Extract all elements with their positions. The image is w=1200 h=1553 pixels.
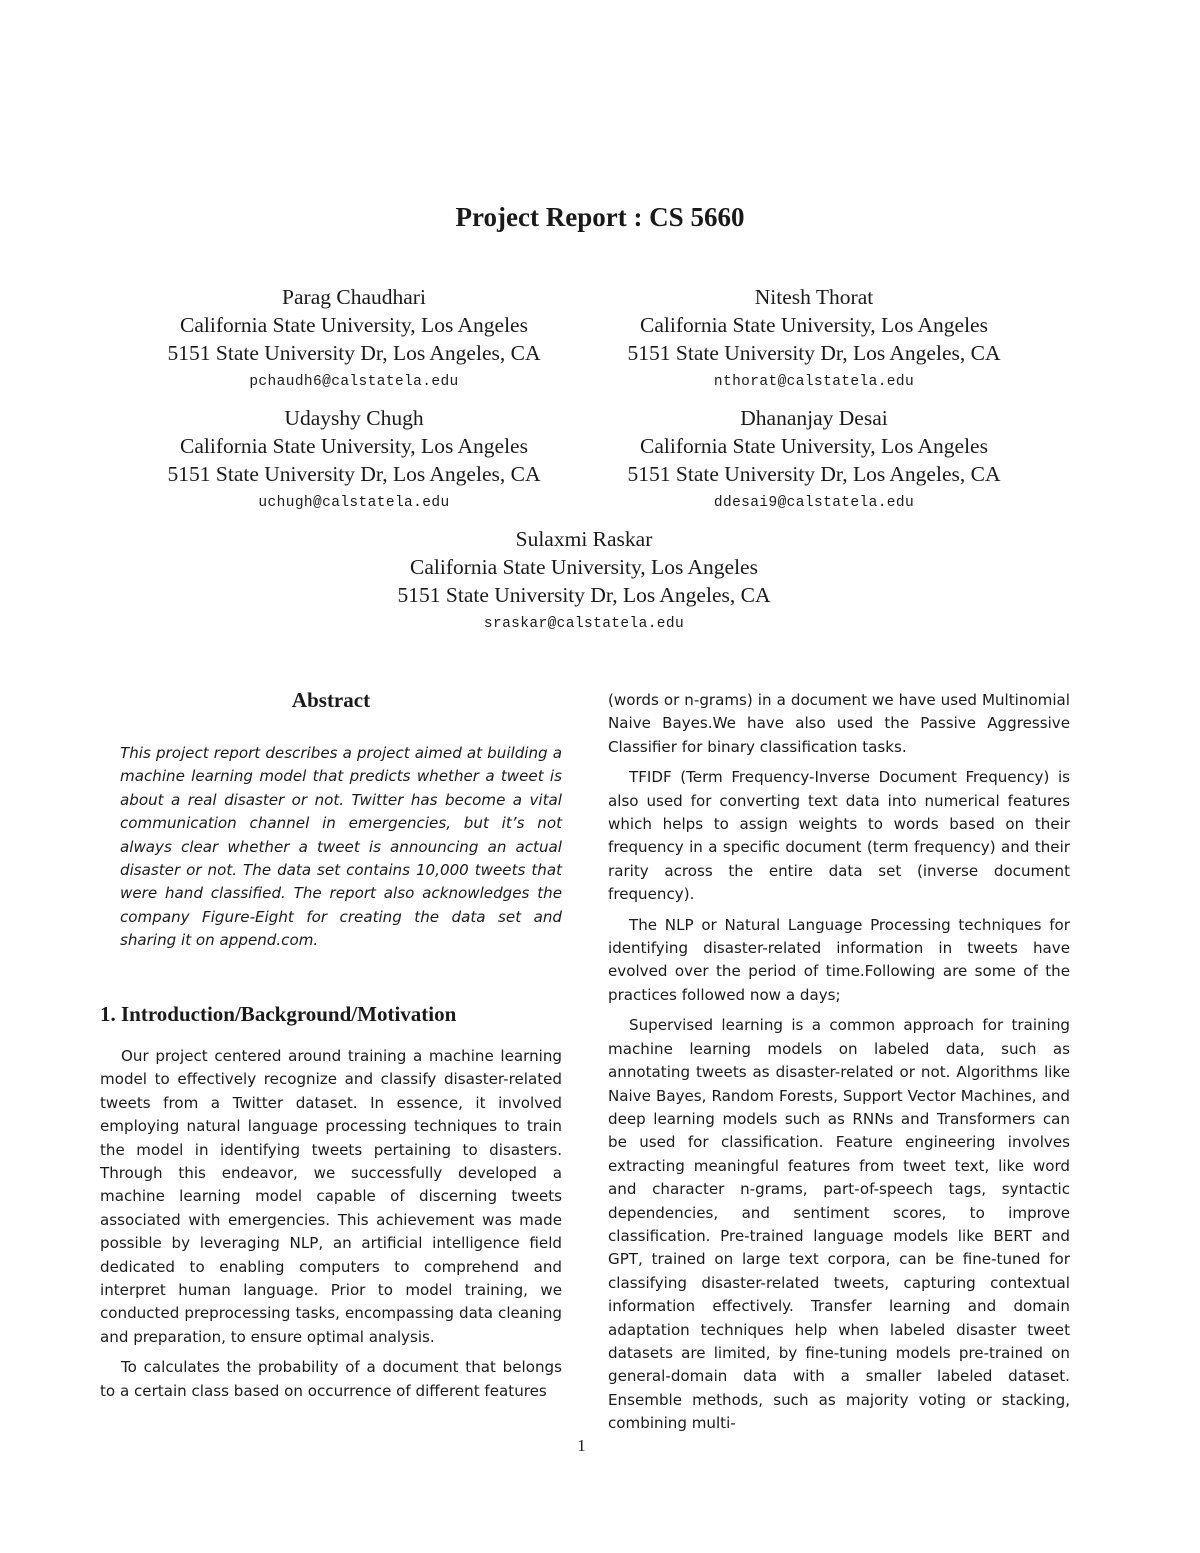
- author-email: pchaudh6@calstatela.edu: [249, 374, 459, 390]
- abstract-heading: Abstract: [291, 688, 371, 712]
- author-affiliation: California State University, Los Angeles: [640, 313, 988, 337]
- author-email: sraskar@calstatela.edu: [483, 616, 685, 632]
- body-paragraph: TFIDF (Term Frequency-Inverse Document Frequency) is also used for converting text data into numerical features which helps to assign weights to words based on their frequency in a specific document (term frequency) and their rarity across the entire data set (inverse document frequency).: [608, 768, 1070, 904]
- author-name: Parag Chaudhari: [282, 285, 426, 309]
- author-block: [564, 404, 1064, 518]
- author-address: 5151 State University Dr, Los Angeles, CA: [167, 462, 541, 486]
- author-affiliation: California State University, Los Angeles: [640, 434, 988, 458]
- author-name: Udayshy Chugh: [284, 406, 424, 430]
- author-block: [104, 283, 604, 397]
- paper-title: Project Report : CS 5660: [455, 202, 745, 232]
- author-address: 5151 State University Dr, Los Angeles, CA: [397, 583, 771, 607]
- author-email: nthorat@calstatela.edu: [713, 374, 915, 390]
- author-email: uchugh@calstatela.edu: [258, 495, 450, 511]
- author-address: 5151 State University Dr, Los Angeles, CA: [627, 462, 1001, 486]
- author-affiliation: California State University, Los Angeles: [410, 555, 758, 579]
- author-block: [104, 404, 604, 518]
- right-column: [608, 689, 1070, 1443]
- left-column: [100, 1045, 562, 1410]
- abstract-text: This project report describes a project aimed at building a machine learning model that predicts whether a tweet is about a real disaster or not. Twitter has become a vital communication channel in emergencies, but it’s not always clear whether a tweet is announcing an actual disaster or not. The data set contains 10,000 tweets that were hand classified. The report also acknowledges the company Figure-Eight for creating the data set and sharing it on append.com.: [120, 744, 562, 950]
- author-name: Nitesh Thorat: [754, 285, 874, 309]
- author-address: 5151 State University Dr, Los Angeles, CA: [167, 341, 541, 365]
- page-number: 1: [577, 1436, 586, 1455]
- author-block: [564, 283, 1064, 397]
- author-name: Dhananjay Desai: [740, 406, 888, 430]
- author-address: 5151 State University Dr, Los Angeles, CA: [627, 341, 1001, 365]
- body-paragraph: Our project centered around training a machine learning model to effectively recognize and classify disaster-related tweets from a Twitter dataset. In essence, it involved employing natural language processing techniques to train the model in identifying tweets pertaining to disasters. Through this endeavor, we successfully developed a machine learning model capable of discerning tweets associated with emergencies. This achievement was made possible by leveraging NLP, an artificial intelligence field dedicated to enabling computers to comprehend and interpret human language. Prior to model training, we conducted preprocessing tasks, encompassing data cleaning and preparation, to ensure optimal analysis.: [100, 1047, 562, 1346]
- body-paragraph: The NLP or Natural Language Processing techniques for identifying disaster-related information in tweets have evolved over the period of time.Following are some of the practices followed now a days;: [608, 915, 1070, 1004]
- author-email: ddesai9@calstatela.edu: [713, 495, 915, 511]
- body-paragraph: To calculates the probability of a document that belongs to a certain class based on occurrence of different features: [100, 1358, 562, 1400]
- section-heading: 1. Introduction/Background/Motivation: [100, 1002, 457, 1026]
- body-paragraph: (words or n-grams) in a document we have used Multinomial Naive Bayes.We have also used the Passive Aggressive Classifier for binary classification tasks.: [608, 691, 1070, 756]
- author-affiliation: California State University, Los Angeles: [180, 434, 528, 458]
- author-name: Sulaxmi Raskar: [515, 527, 653, 551]
- author-block: [334, 525, 834, 639]
- body-paragraph: Supervised learning is a common approach for training machine learning models on labeled data, such as annotating tweets as disaster-related or not. Algorithms like Naive Bayes, Random Forests, Support Vector Machines, and deep learning models such as RNNs and Transformers can be used for classification. Feature engineering involves extracting meaningful features from tweet text, like word and character n-grams, part-of-speech tags, syntactic dependencies, and sentiment scores, to improve classification. Pre-trained language models like BERT and GPT, trained on large text corpora, can be fine-tuned for classifying disaster-related tweets, capturing contextual information effectively. Transfer learning and domain adaptation techniques help when labeled disaster tweet datasets are limited, by fine-tuning models pre-trained on general-domain data with a smaller labeled dataset. Ensemble methods, such as majority voting or stacking, combining multi-: [608, 1016, 1070, 1433]
- author-affiliation: California State University, Los Angeles: [180, 313, 528, 337]
